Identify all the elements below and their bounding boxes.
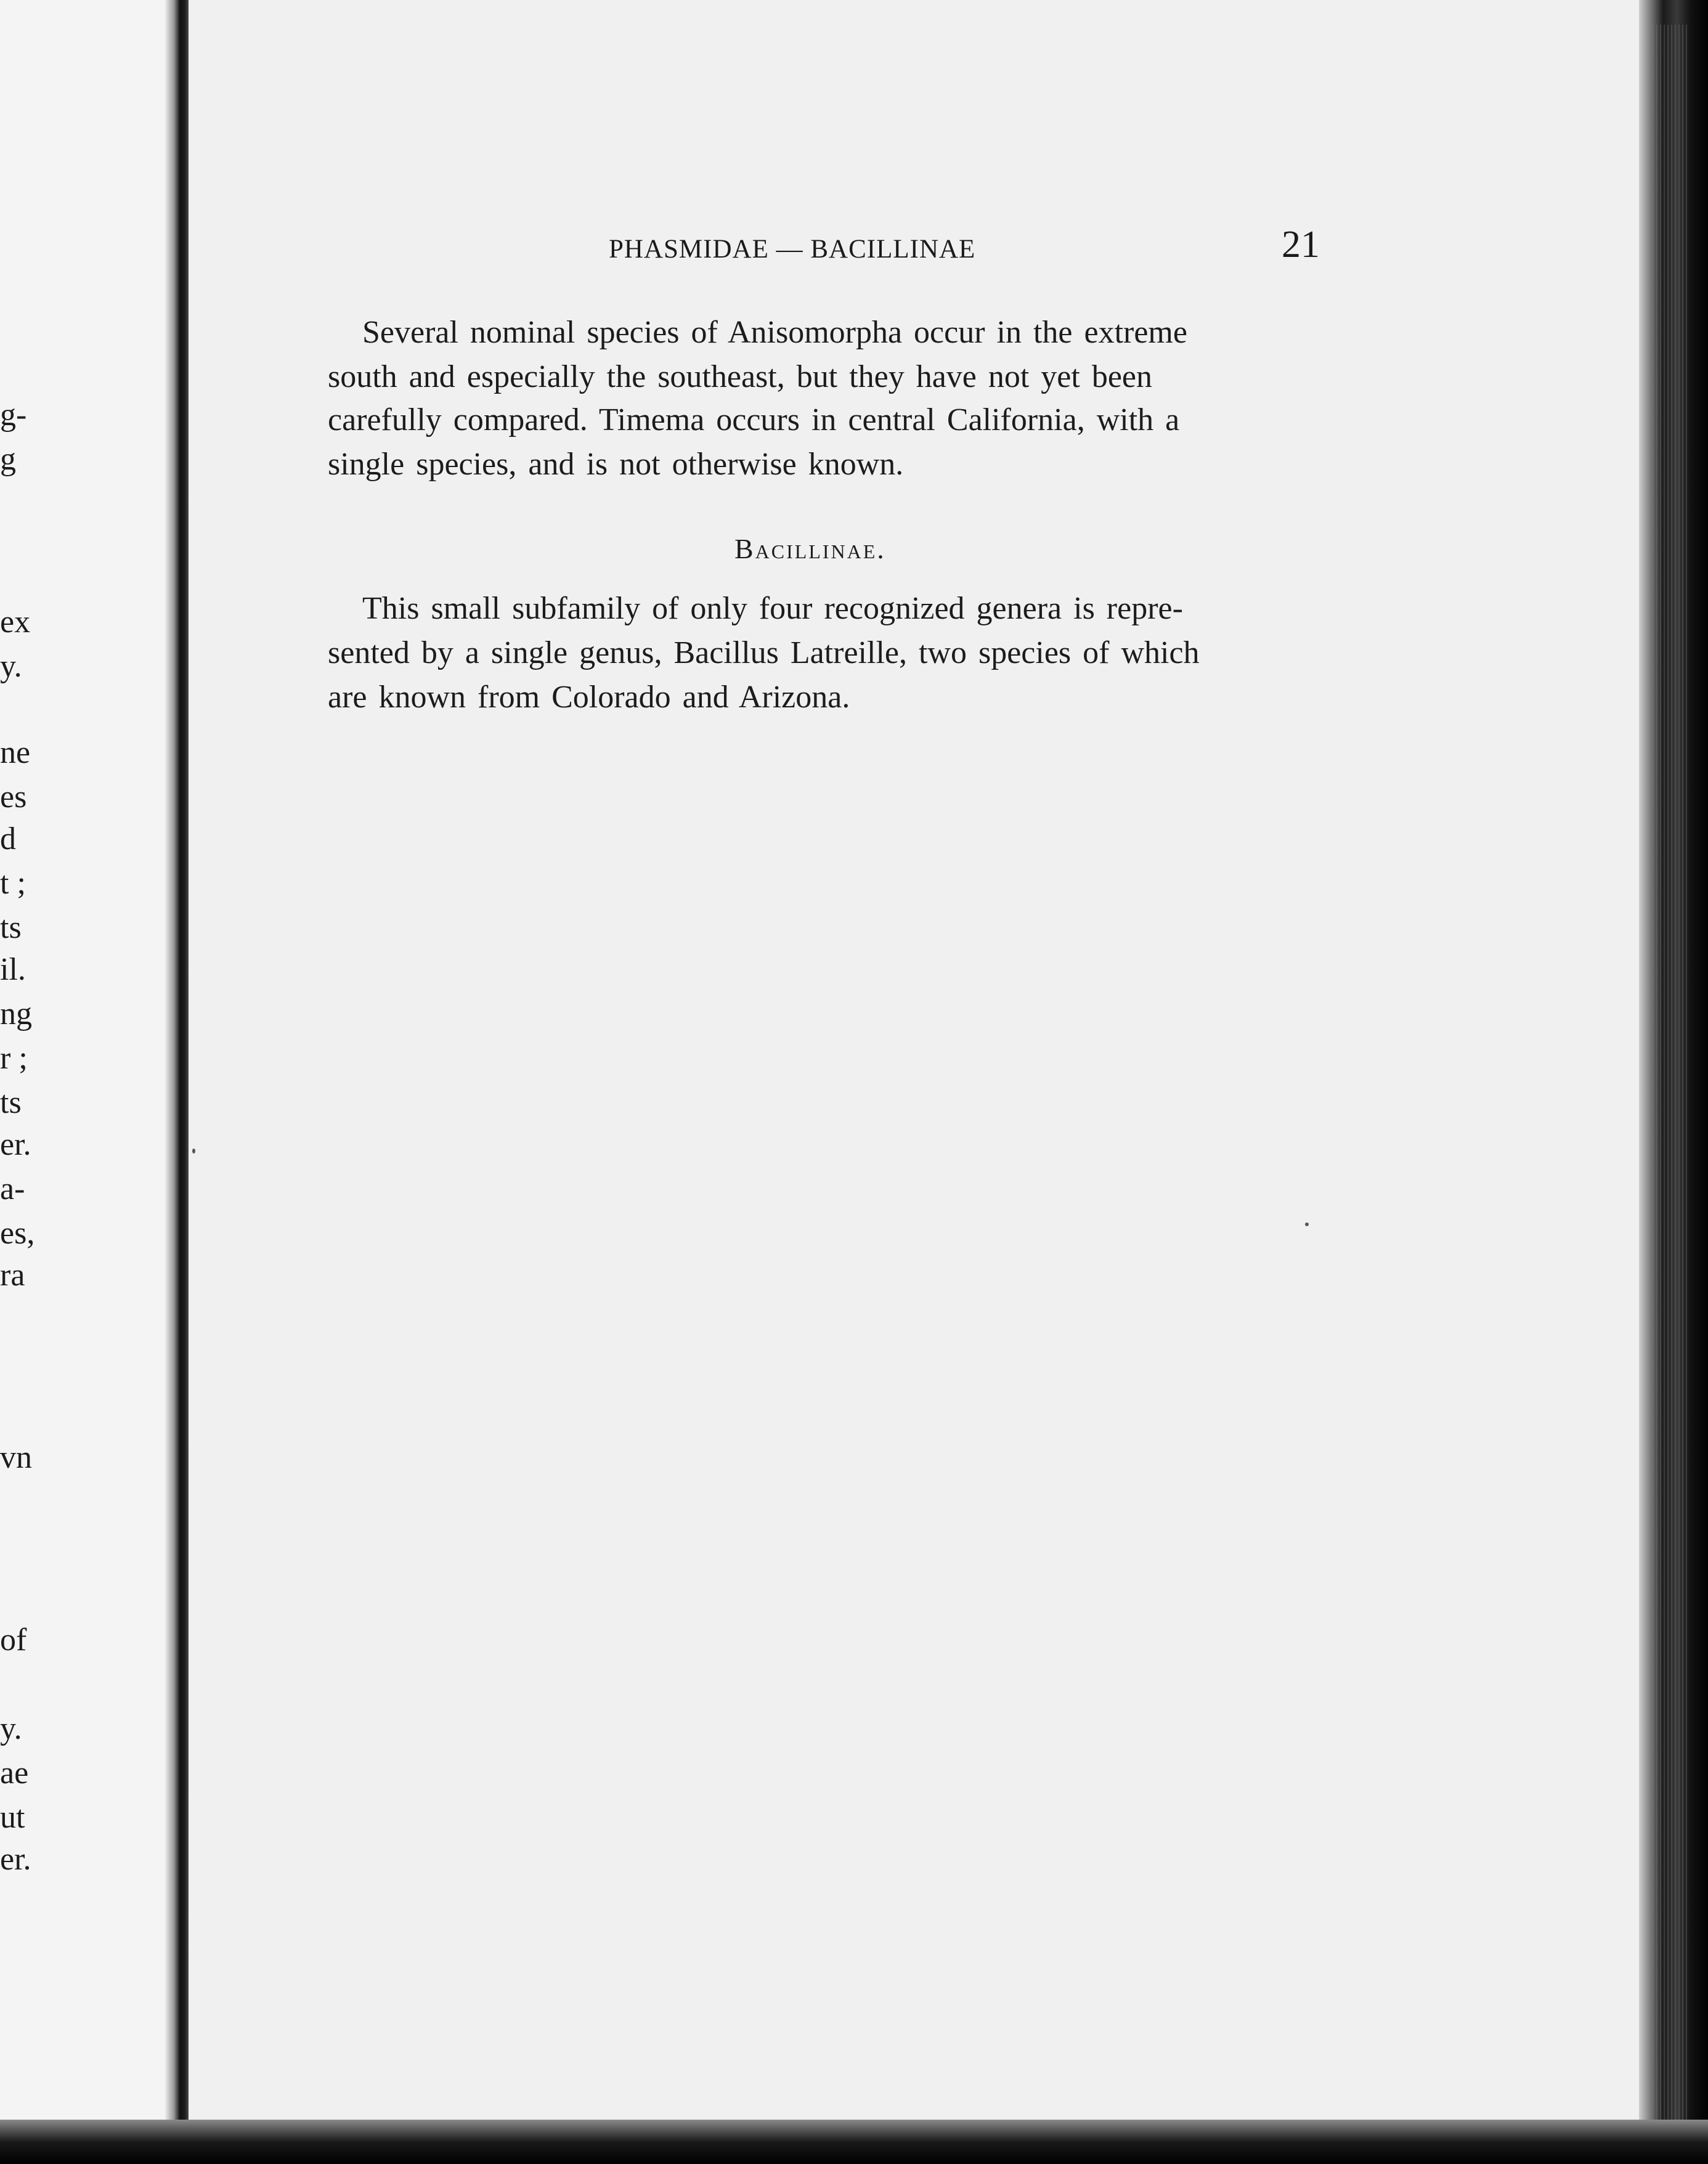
left-page-fragment: ae	[0, 1755, 29, 1791]
left-page-fragment: er.	[0, 1842, 31, 1877]
left-page-fragment: t ;	[0, 866, 26, 901]
page-edge-stack	[1653, 25, 1690, 2132]
paragraph-line: This small subfamily of only four recognized genera is repre-	[362, 591, 1183, 626]
left-page-fragment: a-	[0, 1171, 25, 1206]
section-heading: Bacillinae.	[734, 533, 886, 564]
left-page-fragment: g-	[0, 397, 27, 433]
left-page-fragment: g	[0, 442, 16, 477]
left-page-fragment: ng	[0, 996, 32, 1031]
paragraph-line: carefully compared. Timema occurs in central California, with a	[328, 402, 1180, 437]
page-number: 21	[1282, 224, 1320, 266]
paragraph-line: single species, and is not otherwise known.	[328, 447, 904, 482]
bottom-scan-edge	[0, 2120, 1708, 2164]
paragraph-line: Several nominal species of Anisomorpha occur in the extreme	[362, 315, 1187, 350]
left-page-fragment: d	[0, 821, 16, 856]
paragraph-line: sented by a single genus, Bacillus Latreille, two species of which	[328, 635, 1200, 670]
left-page-fragment: ex	[0, 604, 31, 640]
paragraph-line: are known from Colorado and Arizona.	[328, 680, 850, 715]
left-page-fragment: y.	[0, 649, 22, 684]
running-head: PHASMIDAE — BACILLINAE	[609, 235, 976, 264]
left-page-fragment: ts	[0, 910, 22, 945]
left-page	[0, 0, 177, 2132]
left-page-fragment: r ;	[0, 1041, 28, 1076]
left-page-fragment: es	[0, 779, 27, 815]
left-page-fragment: of	[0, 1622, 27, 1658]
paragraph-line: south and especially the southeast, but they have not yet been	[328, 359, 1152, 394]
left-page-fragment: ut	[0, 1800, 25, 1835]
left-page-fragment: es,	[0, 1216, 35, 1251]
left-page-fragment: ra	[0, 1258, 25, 1293]
left-page-fragment: il.	[0, 952, 26, 987]
left-page-fragment: ne	[0, 735, 31, 770]
paper-speck	[1305, 1222, 1309, 1226]
left-page-fragment: ts	[0, 1085, 22, 1120]
book-gutter	[165, 0, 190, 2164]
left-page-fragment: y.	[0, 1711, 22, 1746]
left-page-fragment: er.	[0, 1127, 31, 1162]
paper-speck	[192, 1149, 195, 1153]
left-page-fragment: vn	[0, 1440, 32, 1475]
